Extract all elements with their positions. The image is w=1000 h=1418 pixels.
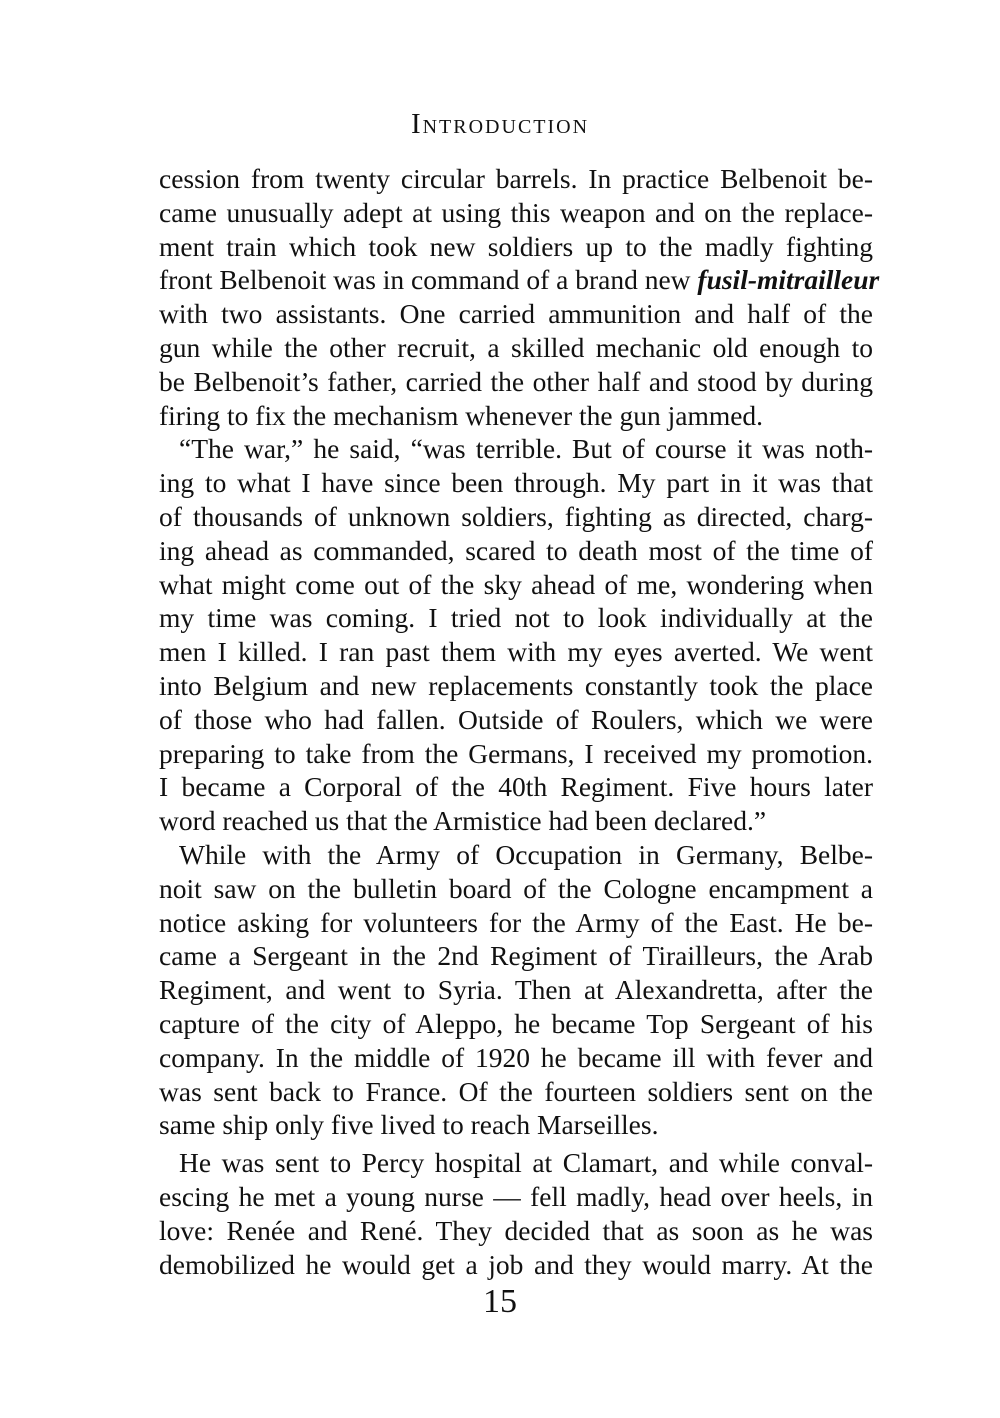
paragraph	[159, 432, 873, 838]
text-line: men I killed. I ran past them with my eyes averted. We went	[159, 636, 873, 668]
text-line: what might come out of the sky ahead of me, wondering when	[159, 568, 873, 600]
text-line: came unusually adept at using this weapon and on the replace-	[159, 196, 873, 228]
text-line: my time was coming. I tried not to look individually at the	[159, 602, 873, 634]
paragraph	[159, 162, 880, 432]
running-head-title: Introduction	[410, 108, 590, 140]
paragraph	[159, 1146, 873, 1281]
text-line: cession from twenty circular barrels. In practice Belbenoit be-	[159, 163, 873, 194]
text-line: notice asking for volunteers for the Army of the East. He be-	[159, 906, 873, 938]
body-text	[159, 162, 880, 1281]
text-line: I became a Corporal of the 40th Regiment. Five hours later	[159, 771, 873, 803]
italic-term: fusil-mitrailleur	[697, 264, 880, 296]
text-line: escing he met a young nurse — fell madly, head over heels, in	[159, 1180, 873, 1212]
paragraph	[159, 838, 873, 1142]
page-number: 15	[483, 1283, 517, 1320]
text-line: gun while the other recruit, a skilled mechanic old enough to	[159, 331, 873, 363]
text-line: be Belbenoit’s father, carried the other half and stood by during	[159, 365, 873, 397]
text-line: noit saw on the bulletin board of the Cologne encampment a	[159, 872, 873, 904]
text-line: company. In the middle of 1920 he became ill with fever and	[159, 1041, 873, 1073]
text-line: word reached us that the Armistice had been declared.”	[159, 805, 767, 837]
text-line: into Belgium and new replacements constantly took the place	[159, 669, 873, 701]
text-line: came a Sergeant in the 2nd Regiment of Tirailleurs, the Arab	[159, 940, 873, 972]
text-line: was sent back to France. Of the fourteen soldiers sent on the	[159, 1075, 873, 1107]
text-line: ing ahead as commanded, scared to death most of the time of	[159, 534, 873, 566]
text-line: preparing to take from the Germans, I received my promotion.	[159, 737, 873, 769]
text-line: demobilized he would get a job and they would marry. At the	[159, 1248, 873, 1280]
text-line: While with the Army of Occupation in Germany, Belbe-	[179, 838, 873, 870]
text-line: firing to fix the mechanism whenever the gun jammed.	[159, 399, 764, 431]
text-line: capture of the city of Aleppo, he became Top Sergeant of his	[159, 1007, 873, 1039]
text-line: ing to what I have since been through. My part in it was that	[159, 467, 873, 499]
text-line: Regiment, and went to Syria. Then at Alexandretta, after the	[159, 974, 873, 1006]
text-line: same ship only five lived to reach Marseilles.	[159, 1109, 659, 1141]
text-line: of thousands of unknown soldiers, fighting as directed, charg-	[159, 500, 873, 532]
text-line: front Belbenoit was in command of a brand new	[159, 264, 698, 296]
text-line: “The war,” he said, “was terrible. But of course it was noth-	[179, 433, 873, 465]
text-line: with two assistants. One carried ammunition and half of the	[159, 298, 873, 330]
text-line: He was sent to Percy hospital at Clamart, and while conval-	[179, 1147, 873, 1179]
text-line: ment train which took new soldiers up to the madly fighting	[159, 230, 873, 262]
text-line: love: Renée and René. They decided that as soon as he was	[159, 1214, 873, 1246]
text-line: of those who had fallen. Outside of Roulers, which we were	[159, 703, 873, 735]
text-line-with-italic	[159, 263, 880, 297]
